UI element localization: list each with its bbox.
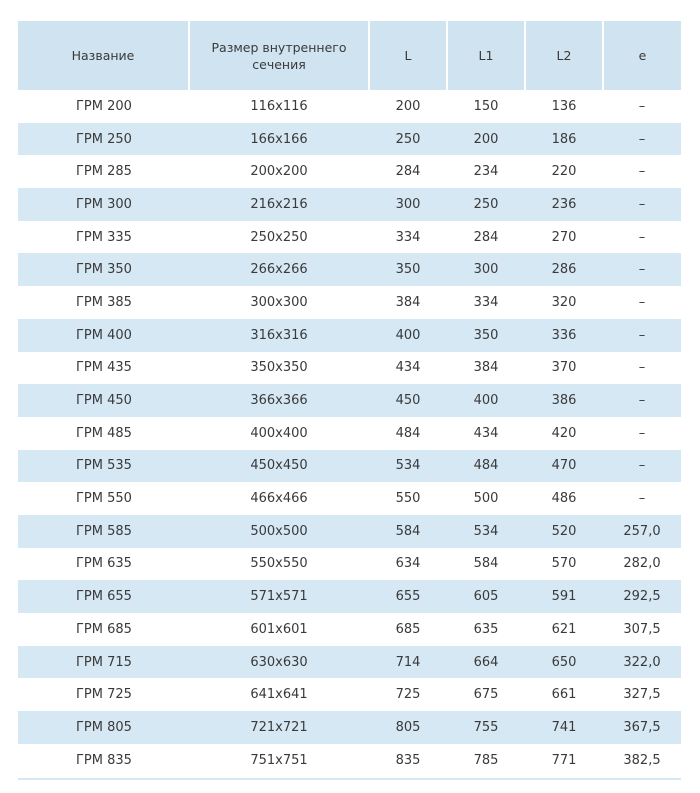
cell-l1: 384 bbox=[447, 352, 525, 385]
cell-l: 805 bbox=[369, 711, 447, 744]
column-header-inner-size: Размер внутреннего сечения bbox=[189, 21, 369, 90]
cell-l2: 286 bbox=[525, 253, 603, 286]
cell-l2: 570 bbox=[525, 548, 603, 581]
table-row bbox=[18, 711, 681, 744]
column-header-l1: L1 bbox=[447, 21, 525, 90]
cell-l1: 300 bbox=[447, 253, 525, 286]
cell-l1: 350 bbox=[447, 319, 525, 352]
cell-e: – bbox=[603, 384, 681, 417]
cell-name: ГРМ 805 bbox=[18, 711, 189, 744]
cell-l2: 336 bbox=[525, 319, 603, 352]
cell-name: ГРМ 550 bbox=[18, 482, 189, 515]
table-row bbox=[18, 646, 681, 679]
cell-l1: 434 bbox=[447, 417, 525, 450]
table-row bbox=[18, 352, 681, 385]
table-row bbox=[18, 515, 681, 548]
cell-inner-size: 250x250 bbox=[189, 221, 369, 254]
cell-e: 292,5 bbox=[603, 580, 681, 613]
cell-l: 400 bbox=[369, 319, 447, 352]
cell-e: 327,5 bbox=[603, 678, 681, 711]
cell-l: 200 bbox=[369, 90, 447, 123]
cell-inner-size: 466x466 bbox=[189, 482, 369, 515]
cell-l1: 400 bbox=[447, 384, 525, 417]
cell-l1: 664 bbox=[447, 646, 525, 679]
cell-l2: 650 bbox=[525, 646, 603, 679]
cell-e: – bbox=[603, 188, 681, 221]
cell-e: – bbox=[603, 352, 681, 385]
cell-l: 534 bbox=[369, 450, 447, 483]
cell-inner-size: 216x216 bbox=[189, 188, 369, 221]
cell-inner-size: 200x200 bbox=[189, 155, 369, 188]
cell-l2: 741 bbox=[525, 711, 603, 744]
cell-e: – bbox=[603, 253, 681, 286]
table-row bbox=[18, 123, 681, 156]
cell-name: ГРМ 655 bbox=[18, 580, 189, 613]
cell-l1: 250 bbox=[447, 188, 525, 221]
cell-inner-size: 571x571 bbox=[189, 580, 369, 613]
cell-e: – bbox=[603, 221, 681, 254]
table-header bbox=[18, 21, 681, 90]
cell-l1: 284 bbox=[447, 221, 525, 254]
cell-l2: 370 bbox=[525, 352, 603, 385]
cell-l: 835 bbox=[369, 744, 447, 777]
cell-l1: 635 bbox=[447, 613, 525, 646]
cell-name: ГРМ 535 bbox=[18, 450, 189, 483]
cell-l1: 755 bbox=[447, 711, 525, 744]
cell-l: 655 bbox=[369, 580, 447, 613]
cell-l: 384 bbox=[369, 286, 447, 319]
cell-name: ГРМ 400 bbox=[18, 319, 189, 352]
cell-inner-size: 550x550 bbox=[189, 548, 369, 581]
cell-l: 334 bbox=[369, 221, 447, 254]
spec-table-container bbox=[18, 21, 681, 780]
cell-l: 725 bbox=[369, 678, 447, 711]
spec-table bbox=[18, 21, 681, 776]
cell-e: 367,5 bbox=[603, 711, 681, 744]
cell-inner-size: 366x366 bbox=[189, 384, 369, 417]
cell-e: 382,5 bbox=[603, 744, 681, 777]
cell-name: ГРМ 250 bbox=[18, 123, 189, 156]
table-row bbox=[18, 155, 681, 188]
column-header-l2: L2 bbox=[525, 21, 603, 90]
cell-l: 634 bbox=[369, 548, 447, 581]
cell-inner-size: 316x316 bbox=[189, 319, 369, 352]
table-row bbox=[18, 580, 681, 613]
header-row bbox=[18, 21, 681, 90]
cell-inner-size: 450x450 bbox=[189, 450, 369, 483]
table-row bbox=[18, 221, 681, 254]
cell-l: 584 bbox=[369, 515, 447, 548]
column-header-e: e bbox=[603, 21, 681, 90]
cell-e: – bbox=[603, 123, 681, 156]
table-row bbox=[18, 384, 681, 417]
cell-l2: 470 bbox=[525, 450, 603, 483]
cell-e: 307,5 bbox=[603, 613, 681, 646]
cell-l: 350 bbox=[369, 253, 447, 286]
cell-e: – bbox=[603, 417, 681, 450]
cell-inner-size: 300x300 bbox=[189, 286, 369, 319]
cell-l1: 534 bbox=[447, 515, 525, 548]
cell-e: 257,0 bbox=[603, 515, 681, 548]
table-row bbox=[18, 482, 681, 515]
cell-e: – bbox=[603, 90, 681, 123]
cell-l2: 520 bbox=[525, 515, 603, 548]
table-row bbox=[18, 613, 681, 646]
cell-l1: 234 bbox=[447, 155, 525, 188]
cell-e: – bbox=[603, 286, 681, 319]
cell-l: 434 bbox=[369, 352, 447, 385]
cell-inner-size: 500x500 bbox=[189, 515, 369, 548]
cell-l2: 220 bbox=[525, 155, 603, 188]
cell-name: ГРМ 350 bbox=[18, 253, 189, 286]
cell-e: 322,0 bbox=[603, 646, 681, 679]
cell-l2: 771 bbox=[525, 744, 603, 777]
cell-l1: 500 bbox=[447, 482, 525, 515]
cell-l: 484 bbox=[369, 417, 447, 450]
table-row bbox=[18, 90, 681, 123]
cell-l2: 386 bbox=[525, 384, 603, 417]
cell-l1: 150 bbox=[447, 90, 525, 123]
table-bottom-rule bbox=[18, 778, 681, 780]
cell-l2: 420 bbox=[525, 417, 603, 450]
cell-name: ГРМ 450 bbox=[18, 384, 189, 417]
cell-name: ГРМ 335 bbox=[18, 221, 189, 254]
table-row bbox=[18, 319, 681, 352]
cell-l: 300 bbox=[369, 188, 447, 221]
cell-l1: 484 bbox=[447, 450, 525, 483]
cell-l2: 486 bbox=[525, 482, 603, 515]
column-header-l: L bbox=[369, 21, 447, 90]
cell-inner-size: 166x166 bbox=[189, 123, 369, 156]
cell-l1: 605 bbox=[447, 580, 525, 613]
cell-name: ГРМ 685 bbox=[18, 613, 189, 646]
table-row bbox=[18, 286, 681, 319]
table-row bbox=[18, 188, 681, 221]
cell-l1: 334 bbox=[447, 286, 525, 319]
cell-l1: 200 bbox=[447, 123, 525, 156]
cell-l: 685 bbox=[369, 613, 447, 646]
cell-inner-size: 350x350 bbox=[189, 352, 369, 385]
cell-e: – bbox=[603, 319, 681, 352]
cell-name: ГРМ 285 bbox=[18, 155, 189, 188]
cell-l2: 320 bbox=[525, 286, 603, 319]
cell-e: – bbox=[603, 450, 681, 483]
cell-name: ГРМ 725 bbox=[18, 678, 189, 711]
cell-l: 284 bbox=[369, 155, 447, 188]
cell-l2: 621 bbox=[525, 613, 603, 646]
cell-l1: 675 bbox=[447, 678, 525, 711]
cell-l: 714 bbox=[369, 646, 447, 679]
table-row bbox=[18, 417, 681, 450]
cell-inner-size: 641x641 bbox=[189, 678, 369, 711]
cell-e: 282,0 bbox=[603, 548, 681, 581]
column-header-name: Название bbox=[18, 21, 189, 90]
cell-inner-size: 751x751 bbox=[189, 744, 369, 777]
cell-l2: 236 bbox=[525, 188, 603, 221]
table-row bbox=[18, 678, 681, 711]
cell-l2: 661 bbox=[525, 678, 603, 711]
table-row bbox=[18, 744, 681, 777]
cell-l: 450 bbox=[369, 384, 447, 417]
cell-name: ГРМ 835 bbox=[18, 744, 189, 777]
cell-l2: 270 bbox=[525, 221, 603, 254]
cell-inner-size: 630x630 bbox=[189, 646, 369, 679]
table-row bbox=[18, 253, 681, 286]
cell-name: ГРМ 435 bbox=[18, 352, 189, 385]
table-body bbox=[18, 90, 681, 776]
cell-inner-size: 400x400 bbox=[189, 417, 369, 450]
cell-name: ГРМ 585 bbox=[18, 515, 189, 548]
cell-l2: 186 bbox=[525, 123, 603, 156]
table-row bbox=[18, 548, 681, 581]
cell-name: ГРМ 485 bbox=[18, 417, 189, 450]
cell-inner-size: 601x601 bbox=[189, 613, 369, 646]
cell-name: ГРМ 715 bbox=[18, 646, 189, 679]
cell-l: 550 bbox=[369, 482, 447, 515]
cell-l: 250 bbox=[369, 123, 447, 156]
cell-e: – bbox=[603, 155, 681, 188]
cell-e: – bbox=[603, 482, 681, 515]
cell-name: ГРМ 200 bbox=[18, 90, 189, 123]
table-row bbox=[18, 450, 681, 483]
cell-name: ГРМ 635 bbox=[18, 548, 189, 581]
cell-l1: 584 bbox=[447, 548, 525, 581]
cell-l2: 591 bbox=[525, 580, 603, 613]
cell-l1: 785 bbox=[447, 744, 525, 777]
cell-inner-size: 116x116 bbox=[189, 90, 369, 123]
cell-name: ГРМ 300 bbox=[18, 188, 189, 221]
cell-inner-size: 266x266 bbox=[189, 253, 369, 286]
cell-name: ГРМ 385 bbox=[18, 286, 189, 319]
cell-l2: 136 bbox=[525, 90, 603, 123]
cell-inner-size: 721x721 bbox=[189, 711, 369, 744]
